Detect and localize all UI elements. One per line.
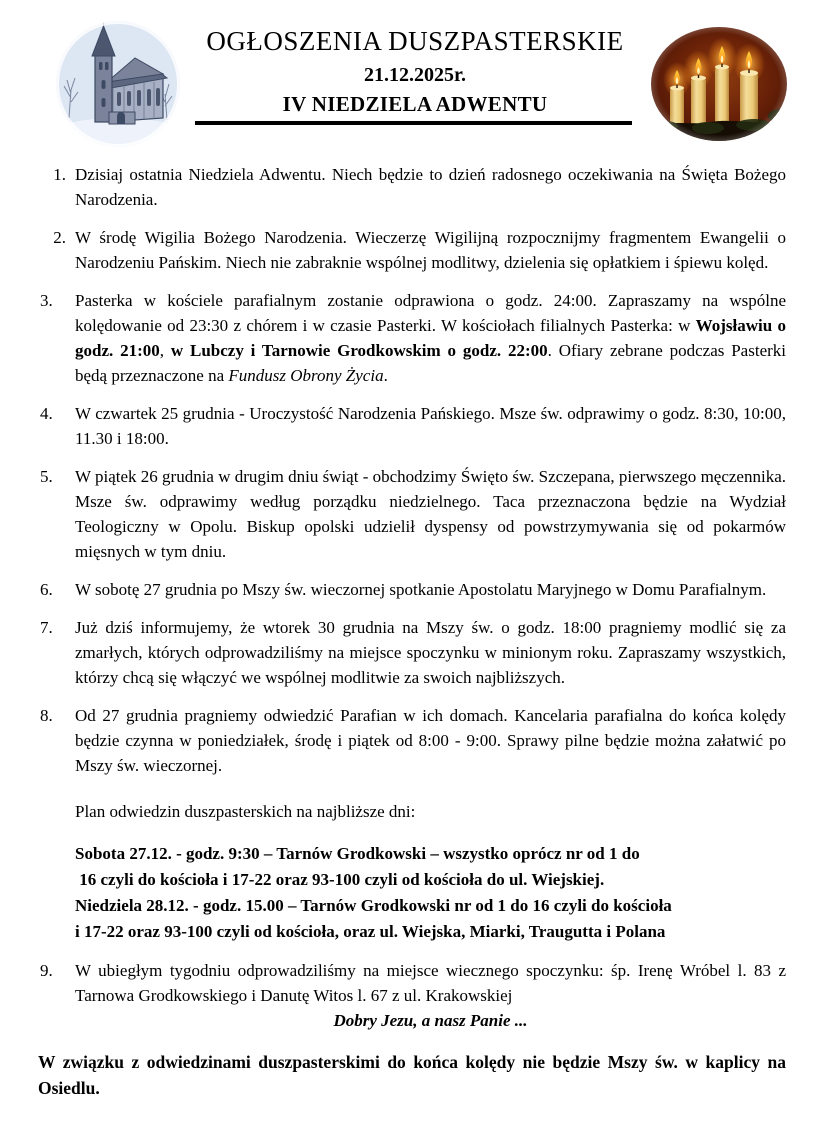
plan-line: 16 czyli do kościoła i 17-22 oraz 93-100 czyli od kościoła do ul. Wiejskiej. bbox=[75, 870, 605, 889]
plan-line: i 17-22 oraz 93-100 czyli od kościoła, oraz ul. Wiejska, Miarki, Traugutta i Polana bbox=[75, 922, 666, 941]
plan-intro: Plan odwiedzin duszpasterskich na najbliższe dni: bbox=[75, 802, 416, 821]
memorial-prayer-line: Dobry Jezu, a nasz Panie ... bbox=[333, 1011, 528, 1030]
church-etching-icon bbox=[55, 20, 182, 148]
item-number: 6. bbox=[40, 580, 53, 599]
text-segment: W ubiegłym tygodniu odprowadziliśmy na miejsce wiecznego spoczynku: śp. Irenę Wróbel l. 83 z Tarnowa Grodkowskiego i Danutę Witos l. 67 z ul. Krakowskiej bbox=[75, 961, 786, 1005]
text-segment: W piątek 26 grudnia w drugim dniu świąt - obchodzimy Święto św. Szczepana, pierwszego męczennika. Msze św. odprawimy według porządku niedzielnego. Taca przeznaczona będzie na Wydział Teologiczny w Opolu. Biskup opolski udzielił dyspensy od powstrzymywania się od pokarmów mięsnych w tym dniu. bbox=[75, 467, 786, 561]
item-number: 4. bbox=[40, 404, 53, 423]
text-segment: Pasterka w kościele parafialnym zostanie odprawiona o godz. 24:00. Zapraszamy na wspólne kolędowanie od 23:30 z chórem i w czasie Pasterki. W kościołach filialnych Pasterka: w bbox=[75, 291, 786, 335]
item-number: 1. bbox=[53, 165, 66, 184]
item-text bbox=[75, 958, 786, 1033]
item-paragraph bbox=[75, 162, 786, 212]
text-segment: , bbox=[159, 341, 171, 360]
item-text bbox=[75, 162, 786, 212]
text-segment: W środę Wigilia Bożego Narodzenia. Wieczerzę Wigilijną rozpocznijmy fragmentem Ewangelii o Narodzeniu Pańskim. Niech nie zabraknie wspólnej modlitwy, dzielenia się opłatkiem i śpiewu kolęd. bbox=[75, 228, 786, 272]
announcement-item bbox=[38, 464, 786, 564]
candles-vignette bbox=[650, 26, 788, 142]
item-paragraph bbox=[75, 464, 786, 564]
announcement-item bbox=[38, 225, 786, 275]
item-text bbox=[75, 615, 786, 690]
plan-line: Sobota 27.12. - godz. 9:30 – Tarnów Grodkowski – wszystko oprócz nr od 1 do bbox=[75, 844, 640, 863]
announcements-content bbox=[0, 156, 824, 1101]
text-segment: Dzisiaj ostatnia Niedziela Adwentu. Niech będzie to dzień radosnego oczekiwania na Święta Bożego Narodzenia. bbox=[75, 165, 786, 209]
item-text bbox=[75, 288, 786, 388]
text-segment: W czwartek 25 grudnia - Uroczystość Narodzenia Pańskiego. Msze św. odprawimy o godz. 8:30, 10:00, 11.30 i 18:00. bbox=[75, 404, 786, 448]
item-paragraph bbox=[75, 958, 786, 1008]
announcement-item bbox=[38, 401, 786, 451]
announcement-item bbox=[38, 162, 786, 212]
item-text bbox=[75, 401, 786, 451]
item-number: 9. bbox=[40, 961, 53, 980]
text-segment: W sobotę 27 grudnia po Mszy św. wieczornej spotkanie Apostolatu Maryjnego w Domu Parafialnym. bbox=[75, 580, 767, 599]
item-text bbox=[75, 703, 786, 945]
text-segment: Już dziś informujemy, że wtorek 30 grudnia na Mszy św. o godz. 18:00 pragniemy modlić się za zmarłych, których odprowadziliśmy na miejsce spoczynku w minionym roku. Zapraszamy wszystkich, którzy chcą się włączyć we wspólnej modlitwie za swoich najbliższych. bbox=[75, 618, 786, 687]
item-number: 2. bbox=[53, 228, 66, 247]
item-paragraph bbox=[75, 225, 786, 275]
item-text bbox=[75, 464, 786, 564]
church-etching-image bbox=[55, 20, 182, 148]
item-paragraph bbox=[75, 288, 786, 388]
plan-line: Niedziela 28.12. - godz. 15.00 – Tarnów Grodkowski nr od 1 do 16 czyli do kościoła bbox=[75, 896, 672, 915]
announcements-list bbox=[38, 162, 786, 1033]
item-number: 3. bbox=[40, 291, 53, 310]
item-paragraph bbox=[75, 615, 786, 690]
item-paragraph bbox=[75, 703, 786, 778]
item-text bbox=[75, 225, 786, 275]
text-segment: Wojsławiu o godz. 21:00 bbox=[75, 316, 786, 360]
page-header bbox=[0, 0, 824, 156]
page-date: 21.12.2025r. bbox=[363, 64, 467, 87]
item-number: 7. bbox=[40, 618, 53, 637]
page-title: OGŁOSZENIA DUSZPASTERSKIE bbox=[206, 26, 624, 56]
text-segment: . bbox=[383, 366, 388, 385]
advent-candles-image bbox=[650, 26, 788, 142]
announcement-item bbox=[38, 703, 786, 945]
text-segment: w Lubczy i Tarnowie Grodkowskim o godz. 22:00 bbox=[170, 341, 548, 360]
title-block bbox=[186, 26, 644, 116]
page-subtitle: IV NIEDZIELA ADWENTU bbox=[282, 92, 548, 117]
item-number: 5. bbox=[40, 467, 53, 486]
announcement-item bbox=[38, 615, 786, 690]
title-underline bbox=[195, 121, 632, 125]
item-paragraph bbox=[75, 577, 786, 602]
item-text bbox=[75, 577, 786, 602]
text-segment: Fundusz Obrony Życia bbox=[228, 366, 384, 385]
announcement-item bbox=[38, 288, 786, 388]
announcement-item bbox=[38, 958, 786, 1033]
announcement-item bbox=[38, 577, 786, 602]
visitation-plan bbox=[75, 841, 786, 945]
item-number: 8. bbox=[40, 706, 53, 725]
item-paragraph bbox=[75, 401, 786, 451]
closing-notice: W związku z odwiedzinami duszpasterskimi do końca kolędy nie będzie Mszy św. w kaplicy na Osiedlu. bbox=[38, 1052, 786, 1098]
text-segment: Od 27 grudnia pragniemy odwiedzić Parafian w ich domach. Kancelaria parafialna do końca kolędy będzie czynna w poniedziałek, środę i piątek od 8:00 - 9:00. Sprawy pilne będzie można załatwić po Mszy św. wieczornej. bbox=[75, 706, 786, 775]
text-segment: . Ofiary zebrane podczas Pasterki będą przeznaczone na bbox=[75, 341, 786, 385]
